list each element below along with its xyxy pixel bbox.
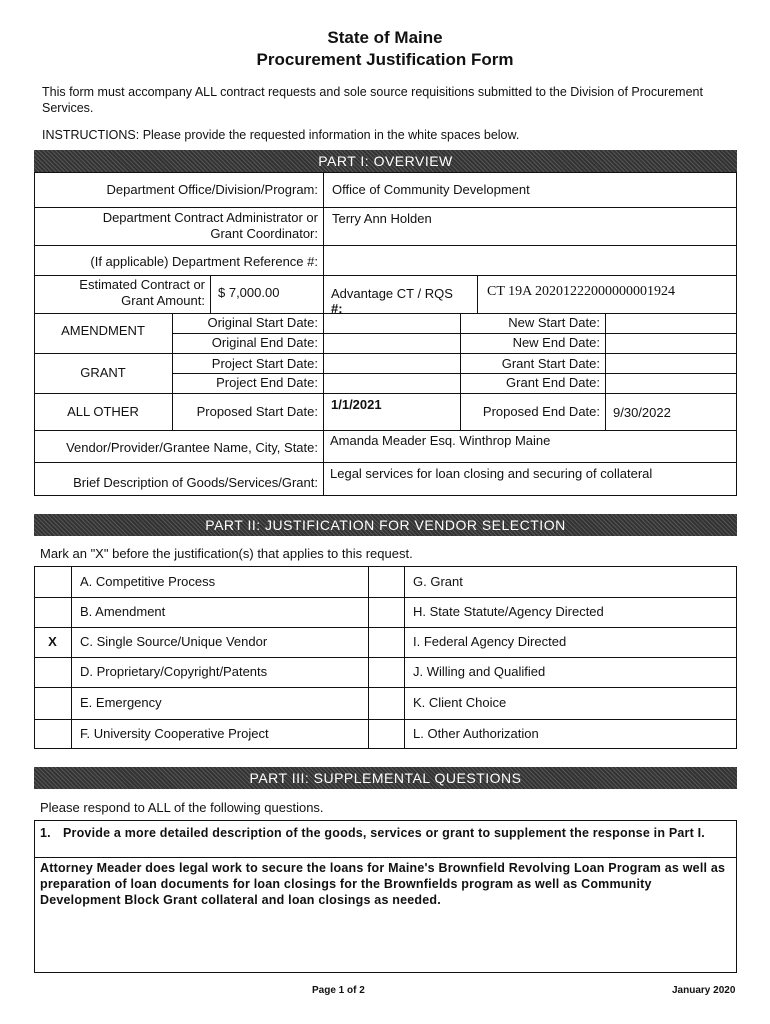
- ref-value-field[interactable]: [324, 246, 736, 275]
- ref-label: (If applicable) Department Reference #:: [90, 254, 318, 269]
- divider: [605, 313, 606, 430]
- proposed-start-value[interactable]: 1/1/2021: [331, 397, 382, 412]
- proposed-start-label: Proposed Start Date:: [196, 404, 318, 419]
- divider: [404, 566, 405, 749]
- divider: [34, 597, 737, 598]
- divider: [34, 462, 737, 463]
- project-start-label: Project Start Date:: [211, 356, 318, 371]
- part2-heading: PART II: JUSTIFICATION FOR VENDOR SELECTION: [34, 514, 737, 536]
- part3-heading: PART III: SUPPLEMENTAL QUESTIONS: [34, 767, 737, 789]
- description-value[interactable]: Legal services for loan closing and securing of collateral: [330, 466, 653, 481]
- project-end-label: Project End Date:: [216, 375, 318, 390]
- justification-option: I. Federal Agency Directed: [413, 634, 567, 649]
- original-end-label: Original End Date:: [211, 335, 318, 350]
- proposed-end-value[interactable]: 9/30/2022: [613, 405, 671, 420]
- question1-answer[interactable]: Attorney Meader does legal work to secure the loans for Maine's Brownfield Revolving Loan Program as well as preparation of loan documents for loan closings for the Brownfields program as well as Community Development Block Grant collateral and loan closings as needed.: [40, 861, 726, 907]
- divider: [460, 313, 461, 430]
- advantage-label-1: Advantage CT / RQS: [331, 286, 453, 301]
- new-start-label: New Start Date:: [508, 315, 600, 330]
- original-start-label: Original Start Date:: [207, 315, 318, 330]
- vendor-value[interactable]: Amanda Meader Esq. Winthrop Maine: [330, 433, 551, 448]
- part2-instruction: Mark an "X" before the justification(s) that applies to this request.: [40, 546, 413, 561]
- justification-option: A. Competitive Process: [80, 573, 216, 589]
- divider: [71, 566, 72, 749]
- proposed-end-label: Proposed End Date:: [482, 404, 600, 419]
- divider: [34, 353, 737, 354]
- amendment-label: AMENDMENT: [61, 323, 145, 338]
- justification-option: B. Amendment: [80, 604, 166, 619]
- vendor-label: Vendor/Provider/Grantee Name, City, State:: [66, 440, 318, 455]
- dept-label: Department Office/Division/Program:: [106, 182, 318, 197]
- justification-option: E. Emergency: [80, 695, 162, 710]
- justification-option: C. Single Source/Unique Vendor: [80, 634, 268, 649]
- instructions-text: INSTRUCTIONS: Please provide the requested information in the white spaces below.: [42, 128, 520, 142]
- advantage-label-2: #:: [331, 301, 343, 316]
- divider: [34, 627, 737, 628]
- divider: [34, 719, 737, 720]
- question1-number: 1.: [40, 826, 51, 840]
- intro-text: This form must accompany ALL contract requests and sole source requisitions submitted to the Division of Procurement Services.: [42, 85, 703, 115]
- divider: [34, 687, 737, 688]
- divider: [34, 857, 737, 858]
- part1-heading: PART I: OVERVIEW: [34, 150, 737, 172]
- grant-start-label: Grant Start Date:: [501, 356, 600, 371]
- divider: [477, 275, 478, 313]
- grant-label: GRANT: [80, 365, 126, 380]
- advantage-value[interactable]: CT 19A 20201222000000001924: [487, 284, 675, 299]
- form-title-line2: Procurement Justification Form: [256, 50, 514, 69]
- divider: [34, 657, 737, 658]
- description-label: Brief Description of Goods/Services/Grant:: [73, 475, 318, 490]
- justification-option: L. Other Authorization: [413, 726, 539, 741]
- divider: [210, 275, 211, 313]
- amount-label-2: Grant Amount:: [121, 293, 205, 308]
- admin-label-1: Department Contract Administrator or: [102, 210, 318, 225]
- admin-label-2: Grant Coordinator:: [210, 226, 318, 241]
- amount-label-1: Estimated Contract or: [79, 277, 205, 292]
- divider: [172, 313, 173, 430]
- form-date: January 2020: [672, 985, 736, 996]
- divider: [34, 393, 737, 394]
- admin-value[interactable]: Terry Ann Holden: [332, 211, 432, 226]
- grant-end-label: Grant End Date:: [506, 375, 600, 390]
- justification-option: J. Willing and Qualified: [413, 664, 546, 679]
- justification-option: G. Grant: [413, 573, 463, 589]
- new-end-label: New End Date:: [512, 335, 600, 350]
- page-number: Page 1 of 2: [312, 985, 365, 996]
- divider: [34, 275, 737, 276]
- all-other-label: ALL OTHER: [67, 404, 139, 419]
- justification-option: D. Proprietary/Copyright/Patents: [80, 664, 268, 679]
- justification-option: H. State Statute/Agency Directed: [413, 604, 604, 619]
- amount-value[interactable]: $ 7,000.00: [218, 285, 280, 300]
- divider: [368, 566, 369, 749]
- part3-instruction: Please respond to ALL of the following questions.: [40, 800, 324, 815]
- divider: [34, 313, 737, 314]
- divider: [323, 172, 324, 496]
- justification-option: F. University Cooperative Project: [80, 726, 269, 741]
- justification-option: K. Client Choice: [413, 695, 507, 710]
- divider: [34, 207, 737, 208]
- question1-text: Provide a more detailed description of the goods, services or grant to supplement the response in Part I.: [63, 826, 705, 840]
- mark-cell-left[interactable]: X: [48, 634, 57, 649]
- divider: [34, 430, 737, 431]
- form-title-line1: State of Maine: [327, 28, 443, 47]
- divider: [172, 333, 737, 334]
- dept-value[interactable]: Office of Community Development: [332, 182, 530, 197]
- divider: [172, 373, 737, 374]
